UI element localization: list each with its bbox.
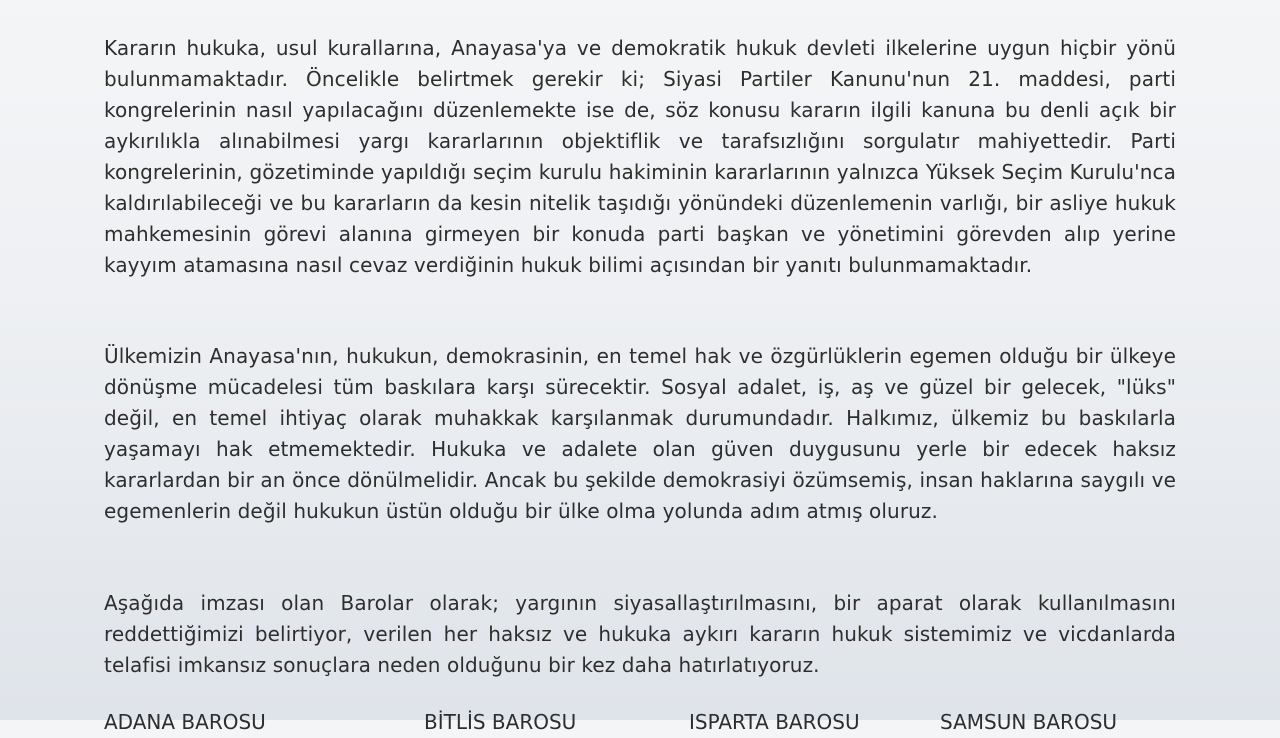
signatory-isparta: ISPARTA BAROSU bbox=[689, 710, 860, 734]
paragraph-1: Kararın hukuka, usul kurallarına, Anayasa'ya ve demokratik hukuk devleti ilkelerine uygun hiçbir yönü bulunmamaktadır. Öncelikle belirtmek gerekir ki; Siyasi Partiler Kanunu'nun 21. maddesi, parti kongrelerinin nasıl yapılacağını düzenlemekte ise de, söz konusu kararın ilgili kanuna bu denli açık bir aykırılıkla alınabilmesi yargı kararlarının objektiflik ve tarafsızlığını sorgulatır mahiyettedir. Parti kongrelerinin, gözetiminde yapıldığı seçim kurulu hakiminin kararlarının yalnızca Yüksek Seçim Kurulu'nca kaldırılabileceği ve bu kararların da kesin nitelik taşıdığı yönündeki düzenlemenin varlığı, bir asliye hukuk mahkemesinin görevi alanına girmeyen bir konuda parti başkan ve yönetimini görevden alıp yerine kayyım atamasına nasıl cevaz verdiğinin hukuk bilimi açısından bir yanıtı bulunmamaktadır. bbox=[104, 36, 1176, 277]
signatory-samsun: SAMSUN BAROSU bbox=[940, 710, 1118, 734]
signatory-bitlis: BİTLİS BAROSU bbox=[424, 710, 577, 734]
paragraph-2: Ülkemizin Anayasa'nın, hukukun, demokrasinin, en temel hak ve özgürlüklerin egemen olduğu bir ülkeye dönüşme mücadelesi tüm baskılara karşı sürecektir. Sosyal adalet, iş, aş ve güzel bir gelecek, "lüks" değil, en temel ihtiyaç olarak muhakkak karşılanmak durumundadır. Halkımız, ülkemiz bu baskılarla yaşamayı hak etmemektedir. Hukuka ve adalete olan güven duygusunu yerle bir edecek haksız kararlardan bir an önce dönülmelidir. Ancak bu şekilde demokrasiyi özümsemiş, insan haklarına saygılı ve egemenlerin değil hukukun üstün olduğu bir ülke olma yolunda adım atmış oluruz. bbox=[104, 344, 1176, 523]
document-page bbox=[104, 0, 1176, 734]
signatory-adana: ADANA BAROSU bbox=[104, 710, 266, 734]
paragraph-3: Aşağıda imzası olan Barolar olarak; yargının siyasallaştırılmasını, bir aparat olarak kullanılmasını reddettiğimizi belirtiyor, verilen her haksız ve hukuka aykırı kararın hukuk sistemimiz ve vicdanlarda telafisi imkansız sonuçlara neden olduğunu bir kez daha hatırlatıyoruz. bbox=[104, 591, 1176, 677]
